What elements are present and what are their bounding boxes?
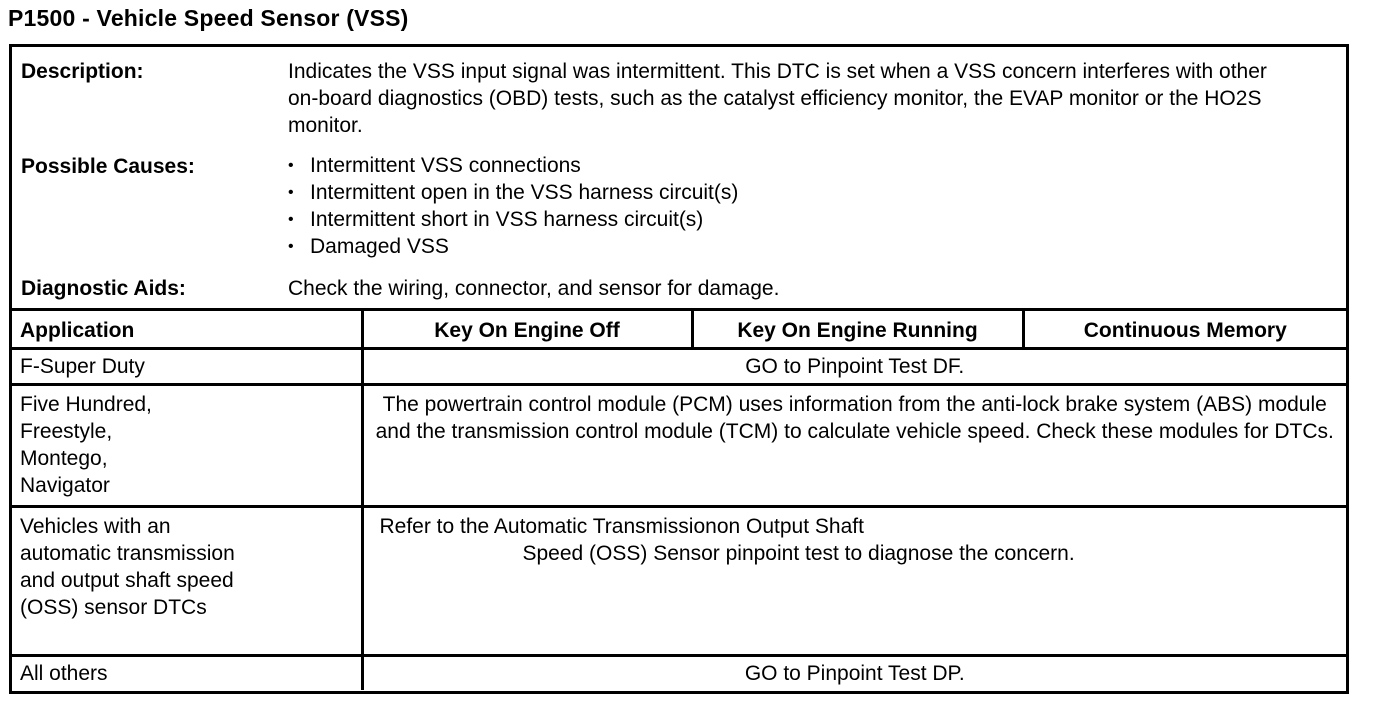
application-cell: All others bbox=[12, 656, 362, 691]
application-cell bbox=[12, 507, 362, 656]
column-header-continuous-memory: Continuous Memory bbox=[1023, 310, 1346, 349]
description-text: Indicates the VSS input signal was intermittent. This DTC is set when a VSS concern interferes with other on-board diagnostics (OBD) tests, such as the catalyst efficiency monitor, the EVAP monitor or the HO2S monitor. bbox=[288, 60, 1267, 137]
application-text: Five Hundred, Freestyle, Montego, Navigator bbox=[20, 393, 152, 497]
table-row bbox=[12, 349, 1346, 385]
column-header-application: Application bbox=[12, 310, 362, 349]
column-header-koer: Key On Engine Running bbox=[692, 310, 1023, 349]
application-cell: F-Super Duty bbox=[12, 349, 362, 385]
action-line-2: Speed (OSS) Sensor pinpoint test to diagnose the concern. bbox=[522, 542, 1075, 565]
action-cell: GO to Pinpoint Test DF. bbox=[362, 349, 1346, 385]
table-row bbox=[12, 385, 1346, 507]
table-header-row bbox=[12, 310, 1346, 349]
possible-causes-list bbox=[288, 152, 738, 260]
column-header-koeo: Key On Engine Off bbox=[362, 310, 692, 349]
action-cell: GO to Pinpoint Test DP. bbox=[362, 656, 1346, 691]
action-cell: The powertrain control module (PCM) uses information from the anti-lock brake system (ABS) module and the transmission control module (TCM) to calculate vehicle speed. Check these modules for DTCs. bbox=[362, 385, 1346, 507]
list-item: • Intermittent VSS connections bbox=[288, 152, 738, 179]
list-item: • Intermittent open in the VSS harness circuit(s) bbox=[288, 179, 738, 206]
page-title: P1500 - Vehicle Speed Sensor (VSS) bbox=[8, 5, 409, 31]
list-item: • Damaged VSS bbox=[288, 233, 738, 260]
diagnostic-frame bbox=[9, 44, 1349, 694]
diagnostic-aids-label: Diagnostic Aids: bbox=[21, 277, 186, 300]
action-cell bbox=[362, 507, 1346, 656]
description-label: Description: bbox=[21, 60, 144, 83]
application-cell bbox=[12, 385, 362, 507]
info-block bbox=[12, 47, 1346, 308]
application-table bbox=[12, 308, 1346, 690]
application-text: Vehicles with an automatic transmission and output shaft speed (OSS) sensor DTCs bbox=[20, 515, 235, 619]
diagnostic-aids-text: Check the wiring, connector, and sensor for damage. bbox=[288, 277, 780, 300]
list-item: • Intermittent short in VSS harness circuit(s) bbox=[288, 206, 738, 233]
action-line-1: Refer to the Automatic Transmissionon Output Shaft bbox=[379, 515, 864, 538]
table-row bbox=[12, 656, 1346, 691]
table-row bbox=[12, 507, 1346, 656]
possible-causes-label: Possible Causes: bbox=[21, 155, 195, 178]
